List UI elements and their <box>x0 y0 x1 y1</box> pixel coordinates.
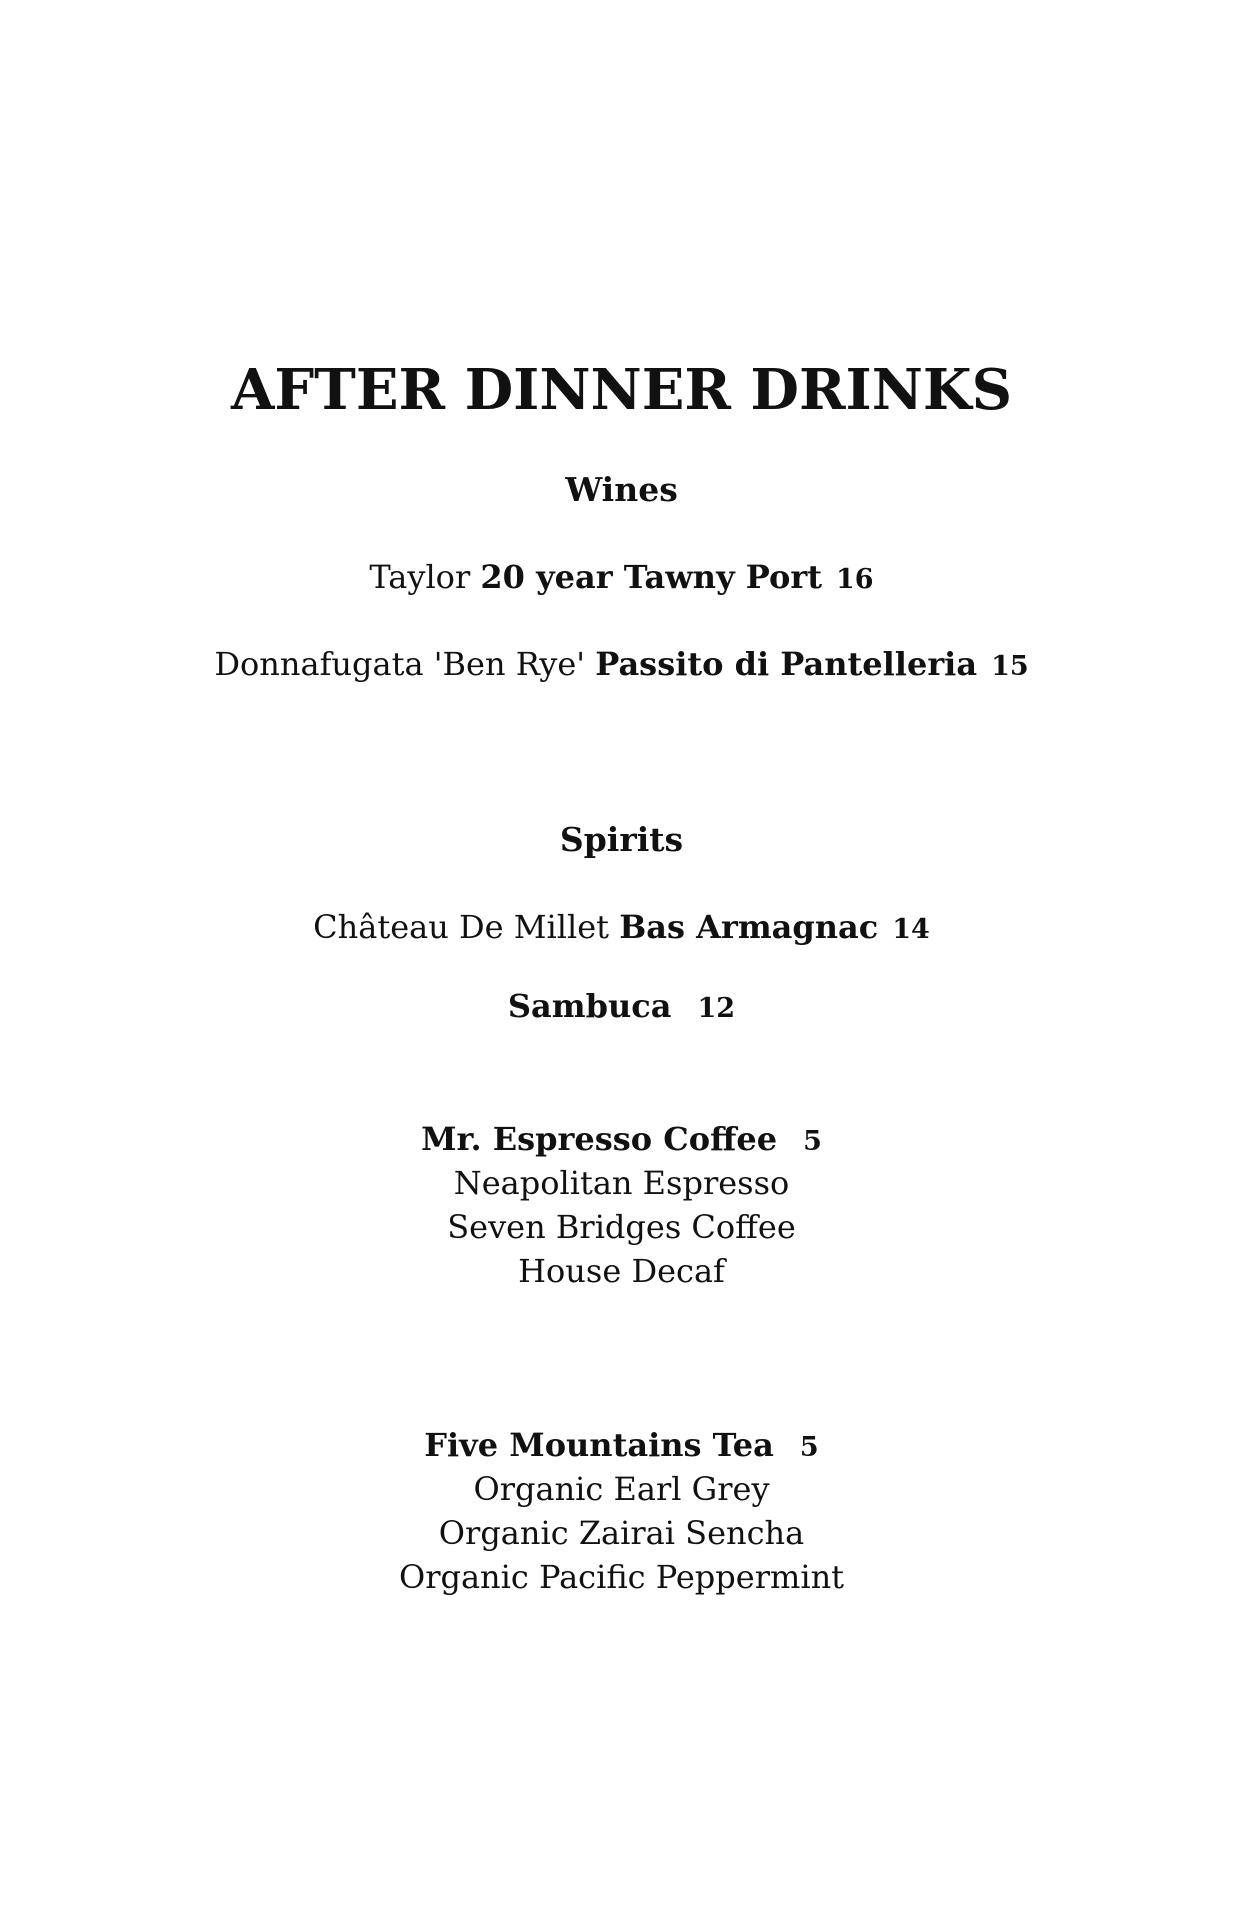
tea-price: 5 <box>799 1432 819 1463</box>
coffee-option: Seven Bridges Coffee <box>447 1208 796 1246</box>
spirit-name: Sambuca <box>507 987 672 1025</box>
spirit-producer: Château De Millet <box>313 908 610 946</box>
spirit-name: Bas Armagnac <box>619 908 879 946</box>
wines-heading: Wines <box>565 470 678 509</box>
spirit-price: 14 <box>892 914 930 945</box>
coffee-heading-row <box>0 1118 1243 1163</box>
spirit-item-sambuca <box>0 985 1243 1030</box>
coffee-price: 5 <box>803 1126 822 1157</box>
wine-producer: Donnafugata 'Ben Rye' <box>214 645 586 683</box>
wine-producer: Taylor <box>369 558 471 596</box>
coffee-option: Neapolitan Espresso <box>453 1164 790 1202</box>
coffee-heading: Mr. Espresso Coffee <box>421 1120 778 1158</box>
spirit-item-armagnac <box>0 906 1243 951</box>
wine-price: 15 <box>991 651 1029 682</box>
spirits-heading: Spirits <box>559 820 684 859</box>
wine-name: 20 year Tawny Port <box>480 558 822 596</box>
menu-title: AFTER DINNER DRINKS <box>230 357 1013 423</box>
coffee-option: House Decaf <box>518 1252 725 1290</box>
spirit-price: 12 <box>697 993 736 1024</box>
tea-option: Organic Pacific Peppermint <box>398 1558 845 1596</box>
wine-item-donnafugata <box>0 643 1243 688</box>
tea-option: Organic Zairai Sencha <box>438 1514 805 1552</box>
wine-name: Passito di Pantelleria <box>595 645 978 683</box>
tea-heading: Five Mountains Tea <box>424 1426 774 1464</box>
tea-heading-row <box>0 1424 1243 1469</box>
wine-item-taylor <box>0 556 1243 601</box>
tea-option: Organic Earl Grey <box>473 1470 770 1508</box>
wine-price: 16 <box>835 564 874 595</box>
